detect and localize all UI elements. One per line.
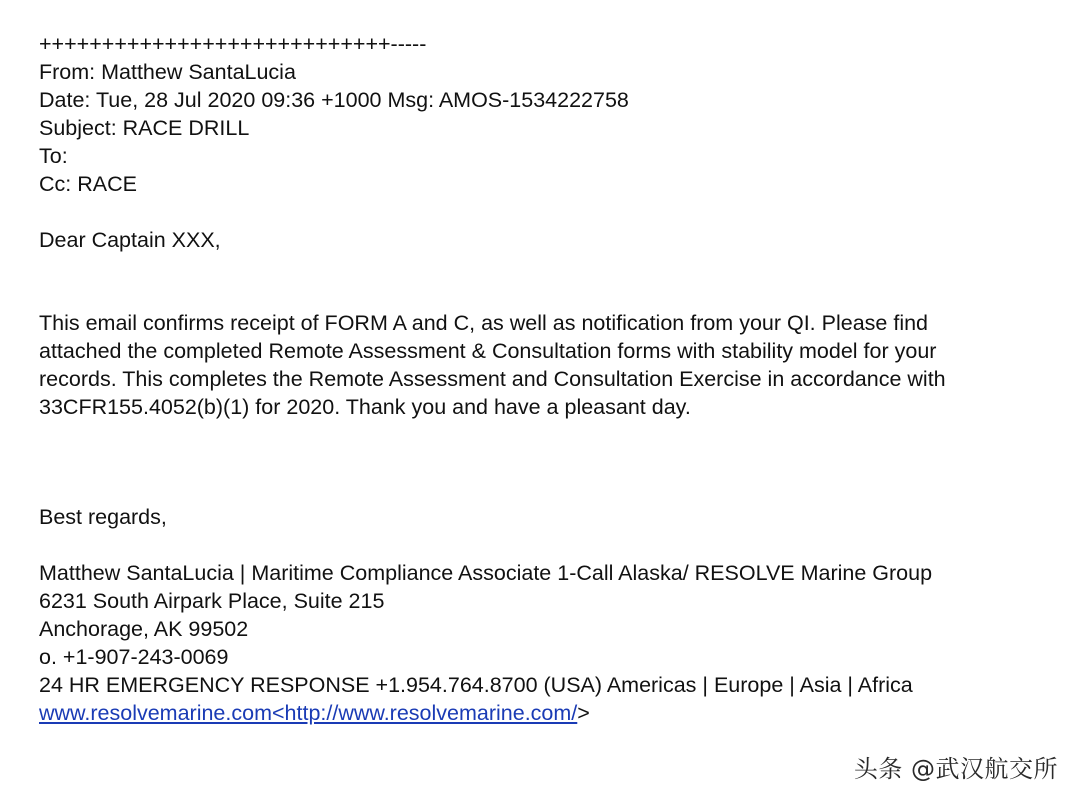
website-link[interactable]: www.resolvemarine.com<http://www.resolvemarine.com/ bbox=[39, 701, 578, 725]
signature-block bbox=[39, 559, 1069, 727]
email-document bbox=[39, 30, 1069, 727]
watermark: 头条 @武汉航交所 bbox=[853, 755, 1058, 783]
cc-line: Cc: RACE bbox=[39, 172, 137, 196]
email-body bbox=[39, 309, 1069, 421]
to-line: To: bbox=[39, 144, 68, 168]
from-line: From: Matthew SantaLucia bbox=[39, 60, 296, 84]
spacer bbox=[39, 421, 1069, 503]
signature-phone: o. +1-907-243-0069 bbox=[39, 645, 229, 669]
date-line: Date: Tue, 28 Jul 2020 09:36 +1000 Msg: AMOS-1534222758 bbox=[39, 88, 629, 112]
website-suffix: > bbox=[577, 701, 590, 725]
spacer bbox=[39, 531, 1069, 559]
spacer bbox=[39, 198, 1069, 226]
body-line: 33CFR155.4052(b)(1) for 2020. Thank you and have a pleasant day. bbox=[39, 395, 691, 419]
body-line: attached the completed Remote Assessment & Consultation forms with stability model for your bbox=[39, 339, 937, 363]
spacer bbox=[39, 254, 1069, 309]
closing: Best regards, bbox=[39, 505, 167, 529]
signature-name-title: Matthew SantaLucia | Maritime Compliance Associate 1-Call Alaska/ RESOLVE Marine Group bbox=[39, 561, 933, 585]
header-separator: ++++++++++++++++++++++++++++----- bbox=[39, 32, 427, 56]
signature-address-line1: 6231 South Airpark Place, Suite 215 bbox=[39, 589, 385, 613]
greeting: Dear Captain XXX, bbox=[39, 228, 221, 252]
signature-website bbox=[39, 699, 1069, 727]
signature-emergency: 24 HR EMERGENCY RESPONSE +1.954.764.8700 (USA) Americas | Europe | Asia | Africa bbox=[39, 673, 913, 697]
body-line: records. This completes the Remote Assessment and Consultation Exercise in accordance with bbox=[39, 367, 946, 391]
body-line: This email confirms receipt of FORM A and C, as well as notification from your QI. Please find bbox=[39, 311, 929, 335]
signature-address-line2: Anchorage, AK 99502 bbox=[39, 617, 249, 641]
subject-line: Subject: RACE DRILL bbox=[39, 116, 250, 140]
